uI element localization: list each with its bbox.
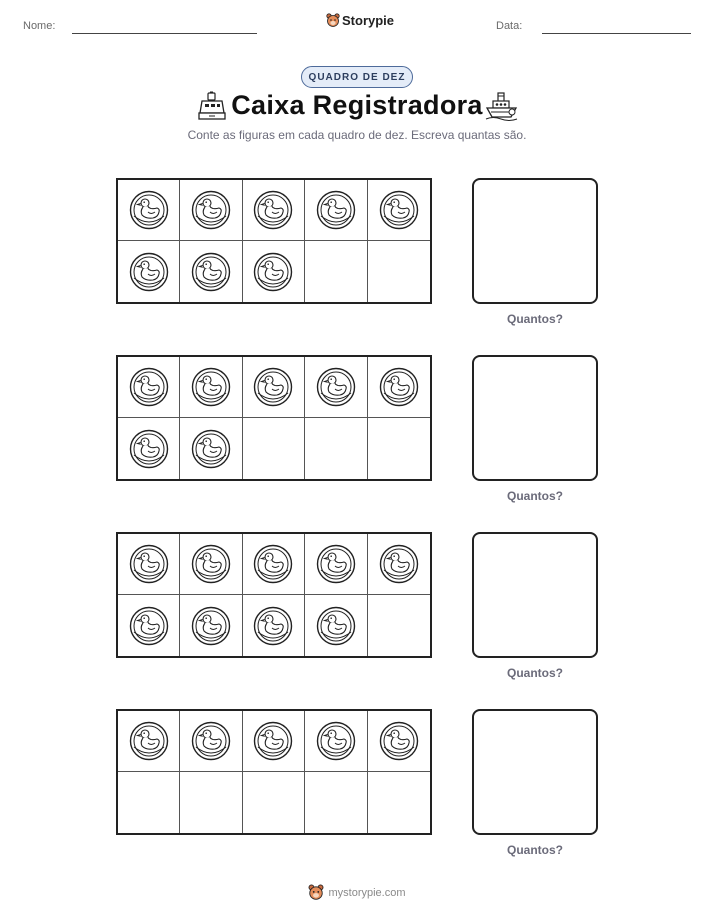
ten-frame-cell <box>180 357 242 418</box>
ten-frame-cell <box>118 241 180 302</box>
ten-frame-cell <box>180 241 242 302</box>
duck-coin-icon <box>191 721 231 761</box>
duck-coin-icon <box>316 367 356 407</box>
duck-coin-icon <box>253 544 293 584</box>
page-title: Caixa Registradora <box>231 90 483 120</box>
date-label: Data: <box>496 20 523 32</box>
answer-box-1[interactable] <box>472 178 598 304</box>
duck-coin-icon <box>191 429 231 469</box>
bear-logo-icon <box>326 13 340 28</box>
duck-coin-icon <box>379 367 419 407</box>
duck-coin-icon <box>129 721 169 761</box>
ten-frame-cell <box>118 180 180 241</box>
date-line[interactable] <box>542 33 691 34</box>
ten-frame-cell <box>305 595 367 656</box>
ten-frame-cell <box>368 711 430 772</box>
ten-frame-cell <box>368 595 430 656</box>
ten-frame-cell <box>368 180 430 241</box>
ten-frame-3 <box>116 532 432 658</box>
duck-coin-icon <box>253 190 293 230</box>
ten-frame-cell <box>368 772 430 833</box>
duck-coin-icon <box>129 606 169 646</box>
duck-coin-icon <box>379 544 419 584</box>
duck-coin-icon <box>129 252 169 292</box>
duck-coin-icon <box>253 367 293 407</box>
ten-frame-cell <box>368 357 430 418</box>
brand-logo <box>326 13 394 28</box>
ten-frame-cell <box>118 711 180 772</box>
answer-label-2: Quantos? <box>507 489 563 503</box>
ten-frame-cell <box>305 241 367 302</box>
duck-coin-icon <box>253 252 293 292</box>
duck-coin-icon <box>253 721 293 761</box>
ten-frame-cell <box>305 534 367 595</box>
ten-frame-cell <box>180 595 242 656</box>
ten-frame-cell <box>243 772 305 833</box>
ten-frame-cell <box>180 418 242 479</box>
ten-frame-cell <box>243 534 305 595</box>
ten-frame-cell <box>305 772 367 833</box>
worksheet-header <box>0 0 714 50</box>
answer-label-4: Quantos? <box>507 843 563 857</box>
duck-coin-icon <box>129 190 169 230</box>
ten-frame-4 <box>116 709 432 835</box>
ten-frame-cell <box>180 534 242 595</box>
instructions-text: Conte as figuras em cada quadro de dez. Escreva quantas são. <box>187 128 527 142</box>
duck-coin-icon <box>316 721 356 761</box>
ten-frame-cell <box>243 595 305 656</box>
answer-box-3[interactable] <box>472 532 598 658</box>
duck-coin-icon <box>379 721 419 761</box>
bear-logo-icon <box>308 884 324 901</box>
duck-coin-icon <box>129 429 169 469</box>
footer-url: mystorypie.com <box>328 886 406 899</box>
worksheet-type-badge: QUADRO DE DEZ <box>301 66 413 88</box>
ten-frame-cell <box>118 418 180 479</box>
ten-frame-cell <box>180 180 242 241</box>
duck-coin-icon <box>379 190 419 230</box>
ten-frame-cell <box>243 241 305 302</box>
brand-name: Storypie <box>342 13 395 28</box>
ten-frame-cell <box>180 711 242 772</box>
ten-frame-cell <box>305 418 367 479</box>
ten-frame-cell <box>368 241 430 302</box>
duck-coin-icon <box>191 367 231 407</box>
ten-frame-cell <box>243 418 305 479</box>
ten-frame-cell <box>305 180 367 241</box>
answer-box-2[interactable] <box>472 355 598 481</box>
name-line[interactable] <box>72 33 257 34</box>
ten-frame-cell <box>180 772 242 833</box>
duck-coin-icon <box>129 367 169 407</box>
ten-frame-cell <box>243 357 305 418</box>
duck-coin-icon <box>316 544 356 584</box>
answer-label-1: Quantos? <box>507 312 563 326</box>
name-label: Nome: <box>23 20 56 32</box>
ten-frame-cell <box>118 595 180 656</box>
ten-frame-cell <box>368 534 430 595</box>
duck-coin-icon <box>191 252 231 292</box>
ten-frame-cell <box>118 772 180 833</box>
duck-coin-icon <box>253 606 293 646</box>
toy-boat-icon <box>485 91 518 121</box>
ten-frame-cell <box>118 357 180 418</box>
duck-coin-icon <box>129 544 169 584</box>
duck-coin-icon <box>191 190 231 230</box>
duck-coin-icon <box>316 190 356 230</box>
duck-coin-icon <box>316 606 356 646</box>
ten-frame-2 <box>116 355 432 481</box>
duck-coin-icon <box>191 606 231 646</box>
answer-box-4[interactable] <box>472 709 598 835</box>
duck-coin-icon <box>191 544 231 584</box>
ten-frame-cell <box>243 711 305 772</box>
footer <box>0 884 714 901</box>
ten-frame-cell <box>368 418 430 479</box>
ten-frame-cell <box>243 180 305 241</box>
ten-frame-cell <box>305 711 367 772</box>
answer-label-3: Quantos? <box>507 666 563 680</box>
ten-frame-1 <box>116 178 432 304</box>
ten-frame-cell <box>305 357 367 418</box>
ten-frame-cell <box>118 534 180 595</box>
